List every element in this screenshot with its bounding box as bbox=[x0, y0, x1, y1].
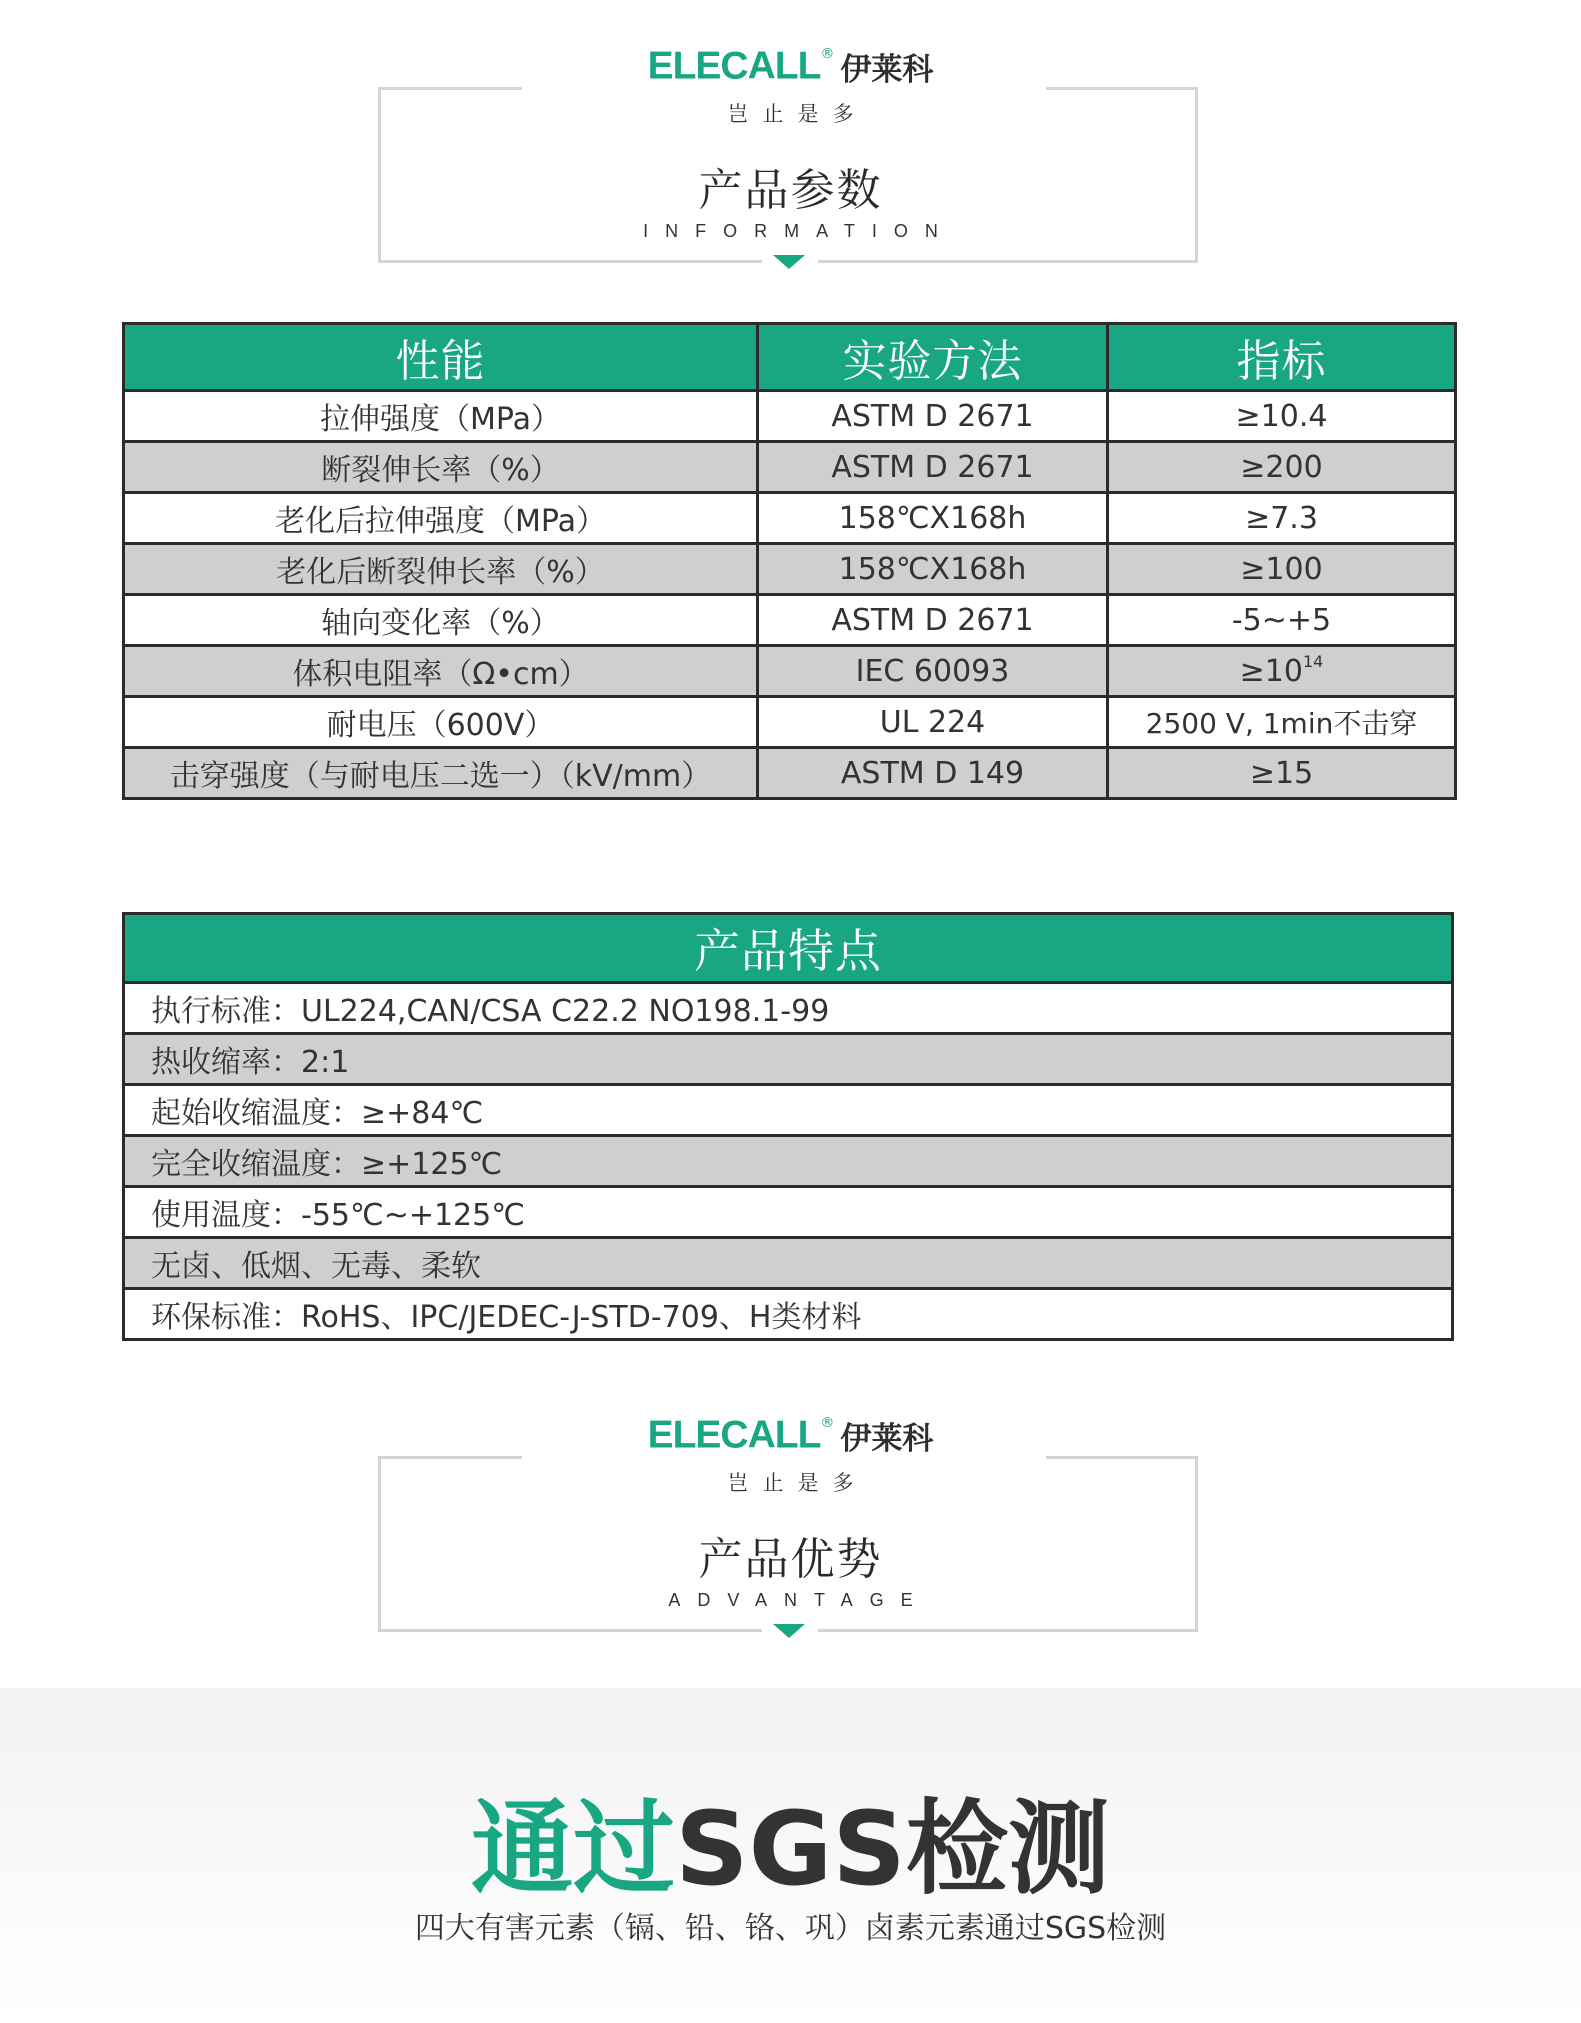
property-cell: 体积电阻率（Ω•cm） bbox=[124, 646, 758, 697]
table-row bbox=[124, 1034, 1453, 1085]
property-cell: 拉伸强度（MPa） bbox=[124, 391, 758, 442]
table-row bbox=[124, 1187, 1453, 1238]
brand-logo: ELECALL® 伊莱科 bbox=[647, 1413, 934, 1457]
value-exponent: 14 bbox=[1302, 651, 1324, 671]
table-row bbox=[124, 1238, 1453, 1289]
column-header: 性能 bbox=[124, 324, 758, 391]
feature-cell: 执行标准：UL224,CAN/CSA C22.2 NO198.1-99 bbox=[124, 983, 1453, 1034]
value-cell: 2500 V, 1min不击穿 bbox=[1108, 697, 1456, 748]
sgs-title-main: SGS检测 bbox=[675, 1790, 1110, 1909]
sgs-title-highlight: 通过 bbox=[471, 1790, 676, 1909]
sgs-title bbox=[0, 1768, 1581, 1914]
feature-cell: 环保标准：RoHS、IPC/JEDEC-J-STD-709、H类材料 bbox=[124, 1289, 1453, 1340]
brand-logo: ELECALL® 伊莱科 bbox=[647, 44, 934, 88]
table-header-row bbox=[124, 324, 1456, 391]
method-cell: ASTM D 2671 bbox=[758, 391, 1108, 442]
feature-cell: 热收缩率：2:1 bbox=[124, 1034, 1453, 1085]
value-cell bbox=[1108, 646, 1456, 697]
method-cell: UL 224 bbox=[758, 697, 1108, 748]
features-header: 产品特点 bbox=[124, 914, 1453, 983]
method-cell: ASTM D 2671 bbox=[758, 442, 1108, 493]
value-cell: ≥15 bbox=[1108, 748, 1456, 799]
table-row bbox=[124, 1289, 1453, 1340]
table-row bbox=[124, 646, 1456, 697]
method-cell: ASTM D 2671 bbox=[758, 595, 1108, 646]
info-section-header bbox=[0, 0, 1581, 240]
table-row bbox=[124, 1136, 1453, 1187]
value-cell: ≥100 bbox=[1108, 544, 1456, 595]
property-cell: 老化后断裂伸长率（%） bbox=[124, 544, 758, 595]
value-base: ≥10 bbox=[1239, 653, 1303, 689]
column-header: 实验方法 bbox=[758, 324, 1108, 391]
down-arrow-icon bbox=[773, 1624, 805, 1638]
features-table bbox=[122, 912, 1454, 1341]
table-row bbox=[124, 544, 1456, 595]
method-cell: IEC 60093 bbox=[758, 646, 1108, 697]
method-cell: 158℃X168h bbox=[758, 493, 1108, 544]
brand-slogan: 岂止是多 bbox=[727, 1471, 868, 1495]
section-subtitle: INFORMATION bbox=[643, 221, 955, 241]
property-cell: 击穿强度（与耐电压二选一）（kV/mm） bbox=[124, 748, 758, 799]
value-cell: ≥200 bbox=[1108, 442, 1456, 493]
column-header: 指标 bbox=[1108, 324, 1456, 391]
property-cell: 断裂伸长率（%） bbox=[124, 442, 758, 493]
table-row bbox=[124, 493, 1456, 544]
value-cell: ≥7.3 bbox=[1108, 493, 1456, 544]
table-row bbox=[124, 983, 1453, 1034]
params-table bbox=[122, 322, 1457, 800]
down-arrow-icon bbox=[773, 255, 805, 269]
table-row bbox=[124, 1085, 1453, 1136]
table-row bbox=[124, 748, 1456, 799]
property-cell: 轴向变化率（%） bbox=[124, 595, 758, 646]
value-cell: -5~+5 bbox=[1108, 595, 1456, 646]
table-row bbox=[124, 391, 1456, 442]
value-cell: ≥10.4 bbox=[1108, 391, 1456, 442]
table-row bbox=[124, 595, 1456, 646]
table-row bbox=[124, 697, 1456, 748]
sgs-subtitle: 四大有害元素（镉、铅、铬、巩）卤素元素通过SGS检测 bbox=[414, 1911, 1167, 1946]
section-subtitle: ADVANTAGE bbox=[668, 1590, 930, 1610]
section-title: 产品优势 bbox=[698, 1534, 883, 1585]
property-cell: 耐电压（600V） bbox=[124, 697, 758, 748]
feature-cell: 起始收缩温度：≥+84℃ bbox=[124, 1085, 1453, 1136]
method-cell: 158℃X168h bbox=[758, 544, 1108, 595]
advantage-section-header bbox=[0, 1369, 1581, 1609]
property-cell: 老化后拉伸强度（MPa） bbox=[124, 493, 758, 544]
brand-slogan: 岂止是多 bbox=[727, 102, 868, 126]
feature-cell: 无卤、低烟、无毒、柔软 bbox=[124, 1238, 1453, 1289]
table-header-row bbox=[124, 914, 1453, 983]
feature-cell: 完全收缩温度：≥+125℃ bbox=[124, 1136, 1453, 1187]
method-cell: ASTM D 149 bbox=[758, 748, 1108, 799]
table-row bbox=[124, 442, 1456, 493]
feature-cell: 使用温度：-55℃~+125℃ bbox=[124, 1187, 1453, 1238]
section-title: 产品参数 bbox=[698, 165, 883, 216]
